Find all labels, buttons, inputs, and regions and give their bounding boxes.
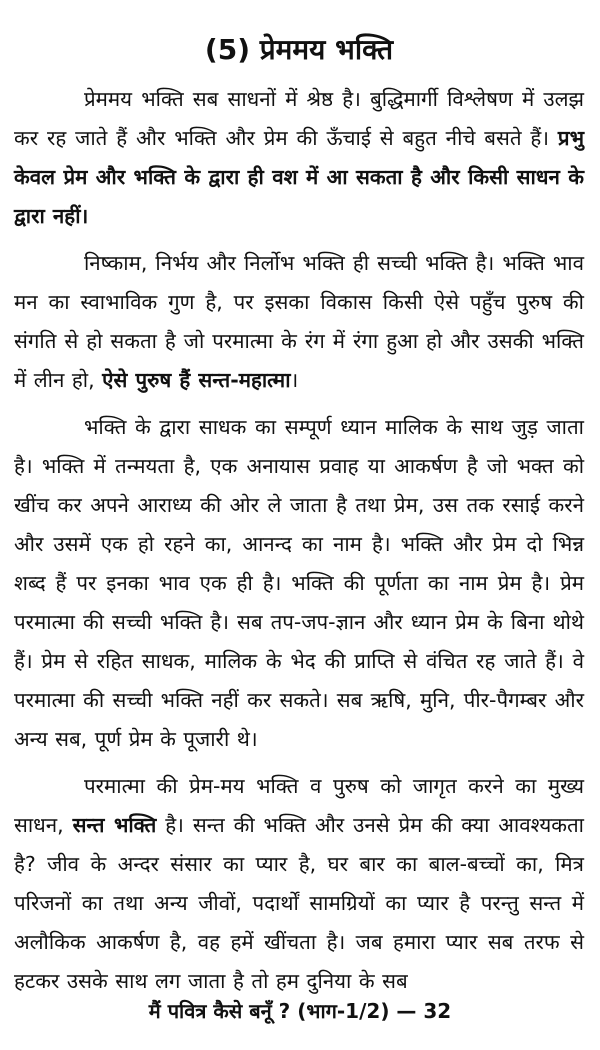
paragraph-text: । [290, 368, 299, 392]
paragraph-text: प्रेममय भक्ति सब साधनों में श्रेष्ठ है। बुद्धिमार्गी विश्लेषण में उलझ कर रह जाते हैं और भक्ति और प्रेम की ऊँचाई से बहुत नीचे बसते हैं। [14, 87, 584, 150]
page-title: (5) प्रेममय भक्ति [204, 33, 394, 66]
paragraph-text: निष्काम, निर्भय और निर्लोभ भक्ति ही सच्ची भक्ति है। भक्ति भाव मन का स्वाभाविक गुण है, पर इसका विकास किसी ऐसे पहुँच पुरुष की संगति से हो सकता है जो परमात्मा के रंग में रंगा हुआ हो और उसकी भक्ति में लीन हो, [14, 251, 584, 392]
paragraph-text: भक्ति के द्वारा साधक का सम्पूर्ण ध्यान मालिक के साथ जुड़ जाता है। भक्ति में तन्मयता है, एक अनायास प्रवाह या आकर्षण है जो भक्त को खींच कर अपने आराध्य की ओर ले जाता है तथा प्रेम, उस तक रसाई करने और उसमें एक हो रहने का, आनन्द का नाम है। भक्ति और प्रेम दो भिन्न शब्द हैं पर इनका भाव एक ही है। भक्ति की पूर्णता का नाम प्रेम है। प्रेम परमात्मा की सच्ची भक्ति है। सब तप-जप-ज्ञान और ध्यान प्रेम के बिना थोथे हैं। प्रेम से रहित साधक, मालिक के भेद की प्राप्ति से वंचित रह जाते हैं। वे परमात्मा की सच्ची भक्ति नहीं कर सकते। सब ऋषि, मुनि, पीर-पैगम्बर और अन्य सब, पूर्ण प्रेम के पूजारी थे। [14, 415, 584, 751]
paragraph-4 [14, 767, 584, 1001]
paragraph-text: है। सन्त की भक्ति और उनसे प्रेम की क्या आवश्यकता है? जीव के अन्दर संसार का प्यार है, घर बार का बाल-बच्चों का, मित्र परिजनों का तथा अन्य जीवों, पदार्थों सामग्रियों का प्यार है परन्तु सन्त में अलौकिक आकर्षण है, वह हमें खींचता है। जब हमारा प्यार सब तरफ से हटकर उसके साथ लग जाता है तो हम दुनिया के सब [14, 813, 584, 993]
paragraph-1 [14, 80, 584, 236]
page-footer: मैं पवित्र कैसे बनूँ ? (भाग-1/2) — 32 [148, 999, 452, 1023]
paragraph-bold-text: सन्त भक्ति [72, 813, 157, 837]
paragraph-bold-text: ऐसे पुरुष हैं सन्त-महात्मा [102, 368, 291, 392]
paragraph-text: परमात्मा की प्रेम-मय भक्ति व पुरुष को जागृत करने का मुख्य साधन, [14, 774, 584, 837]
paragraph-bold-text: प्रभु केवल प्रेम और भक्ति के द्वारा ही वश में आ सकता है और किसी साधन के द्वारा नहीं। [14, 126, 584, 228]
paragraph-2 [14, 244, 584, 400]
paragraph-3 [14, 408, 584, 759]
